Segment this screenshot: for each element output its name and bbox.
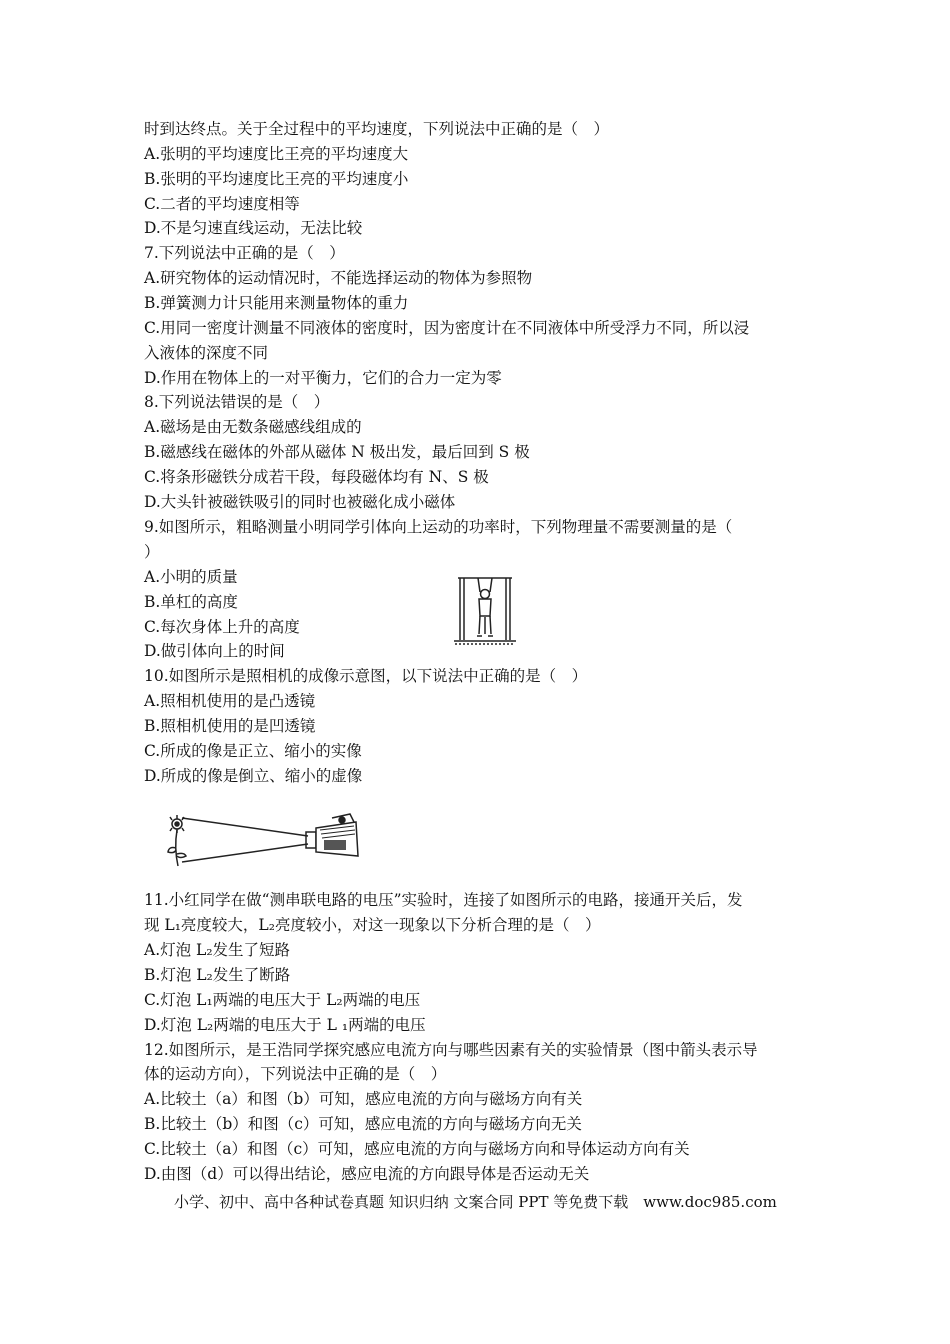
page-footer: 小学、初中、高中各种试卷真题 知识归纳 文案合同 PPT 等免费下载 www.doc985.com [174, 1193, 777, 1211]
option-line: B.单杠的高度 [144, 593, 238, 611]
option-line: C.灯泡 L₁两端的电压大于 L₂两端的电压 [144, 991, 421, 1009]
option-line: A.磁场是由无数条磁感线组成的 [144, 418, 362, 436]
option-line: C.用同一密度计测量不同液体的密度时，因为密度计在不同液体中所受浮力不同，所以浸 [144, 319, 750, 337]
question-12: 12.如图所示，是王浩同学探究感应电流方向与哪些因素有关的实验情景（图中箭头表示导 [144, 1041, 758, 1059]
option-line: B.弹簧测力计只能用来测量物体的重力 [144, 294, 409, 312]
option-line: D.做引体向上的时间 [144, 642, 285, 660]
text-line: 入液体的深度不同 [144, 344, 269, 362]
question-10: 10.如图所示是照相机的成像示意图，以下说法中正确的是（ ） [144, 667, 588, 685]
option-line: A.灯泡 L₂发生了短路 [144, 941, 291, 959]
option-line: B.磁感线在磁体的外部从磁体 N 极出发，最后回到 S 极 [144, 443, 530, 461]
option-line: C.比较土（a）和图（c）可知，感应电流的方向与磁场方向和导体运动方向有关 [144, 1140, 690, 1158]
pull-up-figure [452, 574, 518, 646]
option-line: B.张明的平均速度比王亮的平均速度小 [144, 170, 409, 188]
camera-imaging-figure [160, 810, 364, 874]
option-line: D.作用在物体上的一对平衡力，它们的合力一定为零 [144, 369, 502, 387]
option-line: D.灯泡 L₂两端的电压大于 L ₁两端的电压 [144, 1016, 426, 1034]
option-line: D.大头针被磁铁吸引的同时也被磁化成小磁体 [144, 493, 456, 511]
option-line: C.将条形磁铁分成若干段，每段磁体均有 N、S 极 [144, 468, 489, 486]
question-11: 11.小红同学在做“测串联电路的电压”实验时，连接了如图所示的电路，接通开关后，发 [144, 891, 743, 909]
option-line: C.所成的像是正立、缩小的实像 [144, 742, 362, 760]
option-line: A.研究物体的运动情况时，不能选择运动的物体为参照物 [144, 269, 533, 287]
text-line: 现 L₁亮度较大，L₂亮度较小，对这一现象以下分析合理的是（ ） [144, 916, 601, 934]
option-line: B.照相机使用的是凹透镜 [144, 717, 316, 735]
option-line: A.照相机使用的是凸透镜 [144, 692, 316, 710]
text-line: 体的运动方向），下列说法中正确的是（ ） [144, 1065, 447, 1083]
question-8: 8.下列说法错误的是（ ） [144, 393, 330, 411]
text-line: ） [144, 543, 160, 561]
option-line: D.不是匀速直线运动，无法比较 [144, 219, 363, 237]
text-line: 时到达终点。关于全过程中的平均速度，下列说法中正确的是（ ） [144, 120, 610, 138]
option-line: C.每次身体上升的高度 [144, 618, 300, 636]
question-7: 7.下列说法中正确的是（ ） [144, 244, 345, 262]
option-line: C.二者的平均速度相等 [144, 195, 300, 213]
question-9: 9.如图所示，粗略测量小明同学引体向上运动的功率时，下列物理量不需要测量的是（ [144, 518, 733, 536]
option-line: B.灯泡 L₂发生了断路 [144, 966, 291, 984]
option-line: A.比较土（a）和图（b）可知，感应电流的方向与磁场方向有关 [144, 1090, 583, 1108]
option-line: A.小明的质量 [144, 568, 238, 586]
option-line: A.张明的平均速度比王亮的平均速度大 [144, 145, 409, 163]
option-line: D.由图（d）可以得出结论，感应电流的方向跟导体是否运动无关 [144, 1165, 590, 1183]
option-line: B.比较土（b）和图（c）可知，感应电流的方向与磁场方向无关 [144, 1115, 582, 1133]
option-line: D.所成的像是倒立、缩小的虚像 [144, 767, 363, 785]
